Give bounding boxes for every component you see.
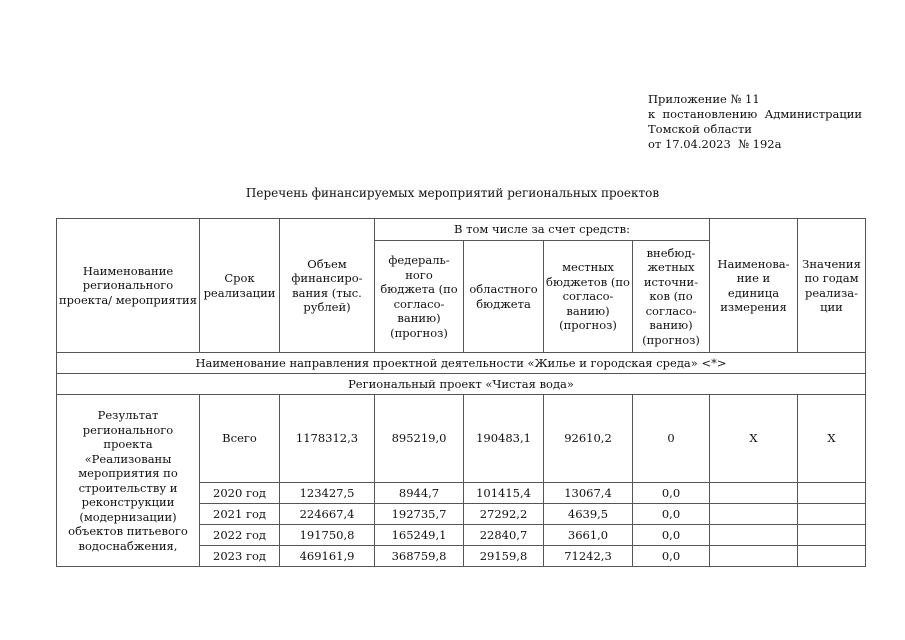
- project-cell: Региональный проект «Чистая вода»: [57, 374, 866, 395]
- regional-cell: 27292,2: [464, 504, 544, 525]
- regional-cell: 29159,8: [464, 546, 544, 567]
- unit-cell: Х: [710, 395, 798, 483]
- term-cell: 2020 год: [200, 483, 280, 504]
- appendix-line: Томской области: [648, 122, 752, 136]
- values-cell: Х: [798, 395, 866, 483]
- header-volume: Объем финансиро-вания (тыс. рублей): [280, 219, 375, 353]
- appendix-line: Приложение № 11: [648, 92, 760, 106]
- header-values: Значения по годам реализа-ции: [798, 219, 866, 353]
- document-title: Перечень финансируемых мероприятий региональных проектов: [245, 186, 660, 200]
- header-regional: областного бюджета: [464, 241, 544, 353]
- table-row: [57, 395, 866, 483]
- volume-cell: 191750,8: [280, 525, 375, 546]
- header-name: Наименование регионального проекта/ мероприятия: [57, 219, 200, 353]
- local-cell: 13067,4: [544, 483, 633, 504]
- volume-cell: 469161,9: [280, 546, 375, 567]
- offbudget-cell: 0,0: [633, 525, 710, 546]
- federal-cell: 192735,7: [375, 504, 464, 525]
- direction-cell: Наименование направления проектной деятельности «Жилье и городская среда» <*>: [57, 353, 866, 374]
- regional-cell: 101415,4: [464, 483, 544, 504]
- volume-cell: 123427,5: [280, 483, 375, 504]
- projects-table: [56, 218, 866, 567]
- values-cell: [798, 546, 866, 567]
- header-local: местных бюджетов (по согласо-ванию) (прогноз): [544, 241, 633, 353]
- project-row: [57, 374, 866, 395]
- local-cell: 92610,2: [544, 395, 633, 483]
- header-term: Срок реализации: [200, 219, 280, 353]
- header-federal: федераль-ного бюджета (по согласо-ванию) (прогноз): [375, 241, 464, 353]
- offbudget-cell: 0: [633, 395, 710, 483]
- federal-cell: 8944,7: [375, 483, 464, 504]
- unit-cell: [710, 504, 798, 525]
- appendix-line: от 17.04.2023 № 192а: [648, 137, 782, 151]
- header-offbudget: внебюд-жетных источни-ков (по согласо-ванию) (прогноз): [633, 241, 710, 353]
- regional-cell: 190483,1: [464, 395, 544, 483]
- term-cell: 2021 год: [200, 504, 280, 525]
- unit-cell: [710, 483, 798, 504]
- regional-cell: 22840,7: [464, 525, 544, 546]
- local-cell: 4639,5: [544, 504, 633, 525]
- federal-cell: 165249,1: [375, 525, 464, 546]
- direction-row: [57, 353, 866, 374]
- federal-cell: 368759,8: [375, 546, 464, 567]
- header-unit: Наименова-ние и единица измерения: [710, 219, 798, 353]
- term-cell: 2022 год: [200, 525, 280, 546]
- values-cell: [798, 504, 866, 525]
- result-name-cell: Результат регионального проекта «Реализованы мероприятия по строительству и реконструкции (модернизации) объектов питьевого водоснабжения,: [57, 395, 200, 567]
- local-cell: 3661,0: [544, 525, 633, 546]
- unit-cell: [710, 525, 798, 546]
- offbudget-cell: 0,0: [633, 504, 710, 525]
- appendix-line: к постановлению Администрации: [648, 107, 863, 121]
- term-cell: Всего: [200, 395, 280, 483]
- unit-cell: [710, 546, 798, 567]
- term-cell: 2023 год: [200, 546, 280, 567]
- values-cell: [798, 525, 866, 546]
- header-row: [57, 219, 866, 241]
- appendix-block: [648, 92, 862, 152]
- offbudget-cell: 0,0: [633, 483, 710, 504]
- local-cell: 71242,3: [544, 546, 633, 567]
- offbudget-cell: 0,0: [633, 546, 710, 567]
- values-cell: [798, 483, 866, 504]
- federal-cell: 895219,0: [375, 395, 464, 483]
- volume-cell: 224667,4: [280, 504, 375, 525]
- header-including: В том числе за счет средств:: [375, 219, 710, 241]
- volume-cell: 1178312,3: [280, 395, 375, 483]
